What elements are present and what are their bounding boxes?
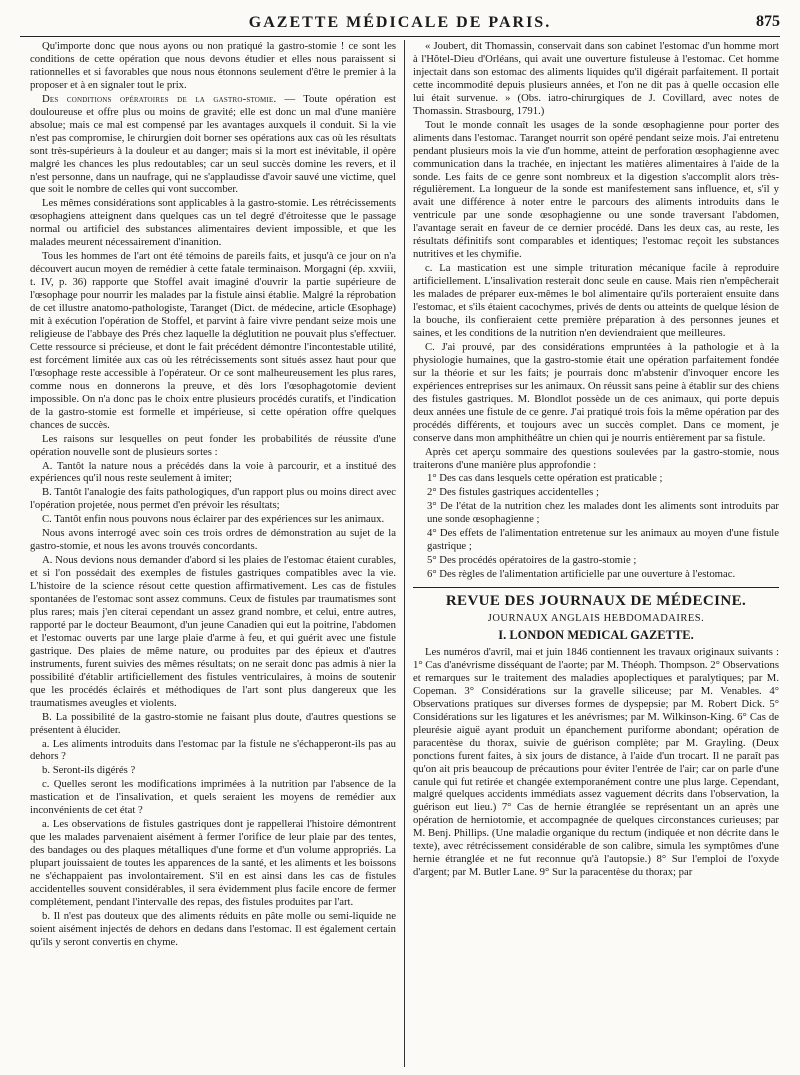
paragraph: B. Tantôt l'analogie des faits pathologiques, d'un rapport plus ou moins direct avec l'opération projetée, nous permet d'en prévoir les résultats; — [30, 486, 396, 512]
paragraph: Tout le monde connaît les usages de la sonde œsophagienne pour porter des aliments dans l'estomac. Taranget nourrit son opéré pendant seize mois. J'ai entretenu pendant plusieurs mois la vie d'un homme, atteint de perforation œsophagienne avec communication dans la trachée, en injectant les matières alimentaires à l'aide de la sonde. Les faits de ce genre sont nombreux et la digestion s'accomplit alors très-régulièrement. La longueur de la sonde est manifestement sans influence, et, s'il y avait une différence à noter entre le parcours des aliments introduits dans le ventricule par une sonde œsophagienne ou une sonde traversant l'abdomen, l'avantage serait en faveur de ce dernier procédé. Dans les deux cas, au reste, les résultats définitifs sont comparables et identiques; l'estomac reçoit les substances nutritives et les chymifie. — [413, 118, 779, 261]
page-number: 875 — [756, 13, 780, 30]
paragraph: A. Tantôt la nature nous a précédés dans la voie à parcourir, et a institué des expériences qu'il nous reste seulement à imiter; — [30, 459, 396, 485]
paragraph: a. Les aliments introduits dans l'estomac par la fistule ne s'échapperont-ils pas au dehors ? — [30, 737, 396, 763]
list-item: 3° De l'état de la nutrition chez les malades dont les aliments sont introduits par une sonde œsophagienne ; — [427, 500, 779, 526]
column-divider — [404, 40, 405, 1067]
paragraph: A. Nous devions nous demander d'abord si les plaies de l'estomac étaient curables, et si l'on possédait des exemples de fistules gastriques compatibles avec la vie. L'histoire de la science résout cette question affirmativement. Les cas de fistules spontanées de l'estomac sont assez communs. Ceux de fistules par traumatismes sont plus rares; mais j'en citerai cependant un assez grand nombre, et celui, entre autres, rapporté par le docteur Beaumont, d'un jeune Canadien qui eut la poitrine, l'abdomen et l'estomac ouverts par une large plaie d'arme à feu, et qui guérit avec une fistule gastrique. Des plaies de même nature, ou produites par des épieux et d'autres instruments, furent suivies des mêmes résultats; on ne serait donc pas admis à nier la possibilité d'établir artificiellement des fistules ventriculaires, à moins de soutenir que les procédés éclairés et méthodiques de l'art sont plus dangereux que les traumatismes aveugles et violents. — [30, 554, 396, 709]
paragraph: Les mêmes considérations sont applicables à la gastro-stomie. Les rétrécissements œsophagiens atteignent dans quelques cas un tel degré d'étroitesse que le passage normal ou artificiel des substances alimentaires devient impossible, et que les malades meurent nécessairement d'inanition. — [30, 197, 396, 249]
left-column — [30, 40, 396, 1067]
paragraph: b. Il n'est pas douteux que des aliments réduits en pâte molle ou semi-liquide ne soient aisément injectés de dehors en dedans dans l'estomac. Il est également certain qu'ils y seront convertis en chyme. — [30, 909, 396, 948]
paragraph: c. La mastication est une simple trituration mécanique facile à reproduire artificiellement. L'insalivation resterait donc seule en cause. Mais rien n'empêcherait les malades de préparer eux-mêmes le bol alimentaire qu'ils porteraient ensuite dans l'estomac, et s'ils étaient cacochymes, privés de dents ou atteints de quelque lésion de la bouche, ils confieraient cette première préparation à des personnes jeunes et saines, et les conditions de la nutrition n'en deviendraient que meilleures. — [413, 262, 779, 339]
paragraph: Les raisons sur lesquelles on peut fonder les probabilités de réussite d'une opération nouvelle sont de plusieurs sortes : — [30, 432, 396, 458]
journal-title: GAZETTE MÉDICALE DE PARIS. — [248, 14, 552, 31]
paragraph: Qu'importe donc que nous ayons ou non pratiqué la gastro-stomie ! ce sont les conditions de cette opération que nous devons étudier et elles nous paraissent si rationnelles et si favorables que nous nous étonnons seulement d'être le premier à la proposer et à en signaler tout le prix. — [30, 40, 396, 91]
section-rule — [413, 587, 779, 588]
list-item: 5° Des procédés opératoires de la gastro-stomie ; — [427, 554, 637, 567]
revue-subtitle: JOURNAUX ANGLAIS HEBDOMADAIRES. — [487, 613, 705, 625]
list-item: 2° Des fistules gastriques accidentelles ; — [427, 486, 599, 499]
list-item: 6° Des règles de l'alimentation artificielle par une ouverture à l'estomac. — [427, 568, 736, 581]
list-item: 4° Des effets de l'alimentation entretenue sur les animaux au moyen d'une fistule gastrique ; — [427, 527, 779, 553]
paragraph: Après cet aperçu sommaire des questions soulevées par la gastro-stomie, nous traiterons d'une manière plus approfondie : — [413, 445, 779, 471]
section-title: I. LONDON MEDICAL GAZETTE. — [498, 628, 694, 643]
paragraph: Tous les hommes de l'art ont été témoins de pareils faits, et jusqu'à ce jour on n'a découvert aucun moyen de remédier à cette fatale terminaison. Morgagni (ép. xxviii, t. IV, p. 36) rapporte que Stoffel avait imaginé d'ouvrir la partie supérieure de l'œsophage pour nourrir les malades par la fistule ainsi établie. Malgré la réprobation de cet illustre anatomo-pathologiste, Taranget (Dict. de médecine, article Œsophage) mit à exécution l'opération de Stoffel, et parvint à faire vivre pendant seize mois une religieuse de l'abbaye des Prés chez laquelle la déglutition ne pouvait plus s'effectuer. Cette ressource si précieuse, et dont le fait précédent démontre l'incontestable utilité, est forcément limitée aux cas où les rétrécissements sont situés assez haut pour que l'œsophage reste accessible à l'opérateur. Or ce sont malheureusement les plus rares, comme nous en donnerons la preuve, et dès lors l'œsophagotomie devient impossible. On n'a donc pas le choix entre plusieurs procédés curatifs, et l'indication de la gastro-stomie est formelle et impérieuse, si cette opération offre quelques chances de succès. — [30, 250, 396, 431]
paragraph: C. Tantôt enfin nous pouvons nous éclairer par des expériences sur les animaux. — [42, 513, 385, 526]
list-item: 1° Des cas dans lesquels cette opération est praticable ; — [427, 472, 663, 485]
masthead — [20, 10, 780, 37]
paragraph: a. Les observations de fistules gastriques dont je rappellerai l'histoire démontrent que les malades parvenaient aisément à fermer l'orifice de leur plaie par des tentes, des bandages ou des plaques métalliques d'une forme et d'un volume appropriés. La plupart jouissaient de toutes les apparences de la santé, et les aliments et les boissons ne s'échappaient pas involontairement. S'il en est ainsi dans les cas de fistules accidentelles souvent considérables, il sera évidemment plus facile encore de fermer complétement, pendant l'intervalle des repas, des fistules produites par l'art. — [30, 818, 396, 908]
paragraph: c. Quelles seront les modifications imprimées à la nutrition par l'absence de la mastication et de l'insalivation, et quels seraient les moyens de remédier aux inconvénients de cet état ? — [30, 778, 396, 817]
paragraph: C. J'ai prouvé, par des considérations empruntées à la pathologie et à la physiologie humaines, que la gastro-stomie était une opération parfaitement fondée sur la théorie et sur les faits; je pourrais donc m'abstenir d'invoquer encore les expériences entreprises sur les animaux. On réussit sans peine à établir sur des chiens des fistules gastriques. M. Blondlot possède un de ces animaux, qui porte depuis deux années une fistule de ce genre. J'ai pratiqué trois fois la même opération par des procédés différents, et toujours avec un succès complet. Dans ce moment, je conserve dans mon amphithéâtre un chien qui je nourris entièrement par sa fistule. — [413, 340, 779, 444]
right-column — [413, 40, 779, 1067]
quotation-paragraph: « Joubert, dit Thomassin, conservait dans son cabinet l'estomac d'un homme mort à l'Hôtel-Dieu d'Orléans, qui avait une ouverture fistuleuse à l'estomac. Cet homme injectait dans son estomac des aliments liquides qu'il digérait parfaitement. Il portait cette incommodité depuis plusieurs années, et l'on ne dit pas à quelle occasion elle lui était survenue. » (Obs. iatro-chirurgiques de J. Covillard, avec notes de Thomassin. Strasbourg, 1791.) — [413, 40, 779, 117]
paragraph-conditions-operatoires — [30, 93, 396, 197]
section-heading: Des conditions opératoires de la gastro-stomie. — [42, 92, 277, 105]
revue-title: REVUE DES JOURNAUX DE MÉDECINE. — [445, 593, 747, 610]
paragraph-text: — Toute opération est douloureuse et offre plus ou moins de gravité; elle est donc un mal d'une manière absolue; mais ce mal est compensé par les avantages auxquels il conduit. Si la vie n'est pas compromise, le chirurgien doit borner ses opérations aux cas où les résultats sont très-supérieurs à la douleur et au danger; mais si la mort est inévitable, il opère malgré les chances les plus redoutables; car un seul succès domine les revers, et il n'est personne, dans un naufrage, qui ne s'applaudisse d'avoir sauvé une victime, quel que soit le nombre de celles qui vont succomber. — [30, 92, 396, 196]
paragraph: B. La possibilité de la gastro-stomie ne faisant plus doute, d'autres questions se présentent à élucider. — [30, 710, 396, 736]
paragraph: Les numéros d'avril, mai et juin 1846 contiennent les travaux originaux suivants : 1° Cas d'anévrisme disséquant de l'aorte; par M. Théoph. Thompson. 2° Observations et remarques sur le traitement des maladies apoplectiques et paralytiques; par M. Copeman. 3° Considérations sur la gravelle siliceuse; par M. Venables. 4° Observations pratiques sur diverses formes de dyspepsie; par M. Robert Dick. 5° Considérations sur les ligatures et les anévrismes; par M. Wilkinson-King. 6° Cas de pleurésie aiguë ayant produit un épanchement puriforme abondant; opération de paracentèse du thorax, suivie de guérison complète; par M. Grayling. (Deux ponctions furent faites, à six jours de distance, à l'aide d'un trocart. Il ne paraît pas qu'on ait pris beaucoup de précautions pour éviter l'entrée de l'air; car on parle d'une canule qui fut retirée et changée extemporanément contre une plus large. Cependant, malgré quelques accidents immédiats assez vaguement décrits dans l'observation, la guérison eut lieu.) 7° Cas de hernie étranglée se représentant un an après une opération de herniotomie, et accompagnée de quelques circonstances curieuses; par M. Benj. Phillips. (Une maladie organique du rectum (indiquée et non décrite dans le texte), avec rétrécissement considérable de son calibre, simula les symptômes d'une hernie étranglée et ne fut reconnue qu'à l'autopsie.) 8° Sur l'emploi de l'oxyde d'argent; par M. Butler Lane. 9° Sur la paracentèse du thorax; par — [413, 645, 779, 879]
paragraph: b. Seront-ils digérés ? — [42, 764, 136, 777]
paragraph: Nous avons interrogé avec soin ces trois ordres de démonstration au sujet de la gastro-stomie, et nous les avons trouvés concordants. — [30, 527, 396, 553]
